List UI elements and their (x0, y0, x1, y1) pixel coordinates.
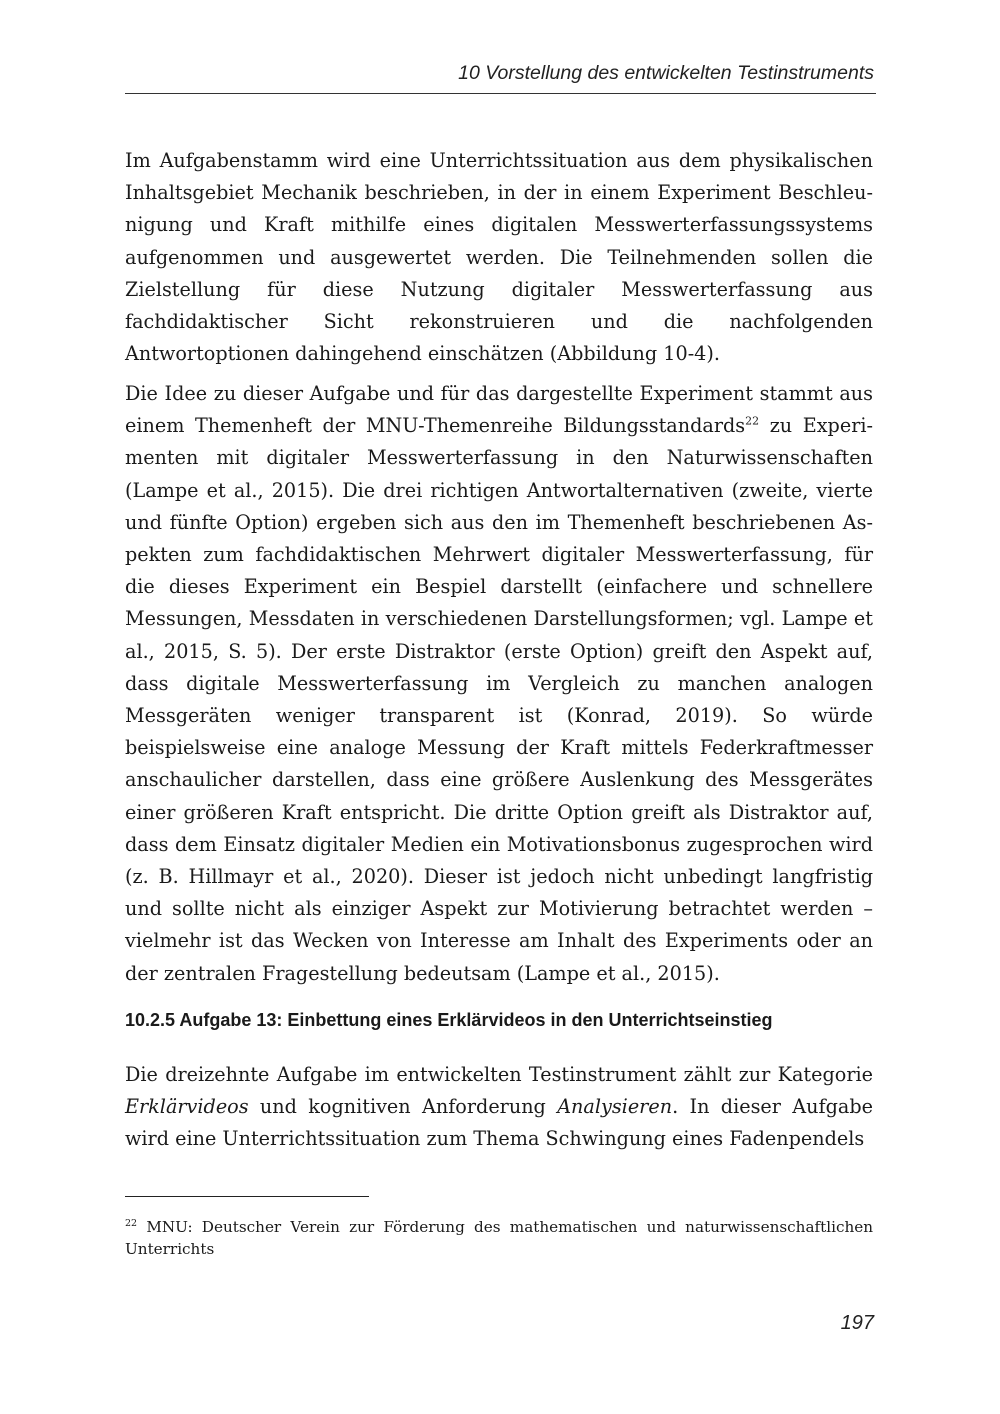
footnote-divider (125, 1196, 369, 1197)
footnote (125, 1216, 873, 1260)
paragraph-2 (125, 378, 873, 990)
running-header (125, 58, 876, 94)
paragraph-1: Im Aufgabenstamm wird eine Unterrichtssituation aus dem physikalischen Inhaltsgebiet Mechanik beschrieben, in der in einem Experiment Beschleunigung und Kraft mithilfe eines digitalen Messwerterfassungssystems aufgenommen und ausgewertet werden. Die Teilnehmenden sollen die Zielstellung für diese Nutzung digitaler Messwerterfassung aus fachdidaktischer Sicht rekonstruieren und die nachfolgenden Antwortoptionen dahingehend einschätzen (Abbildung 10-4). (125, 149, 873, 366)
paragraph-2-part-1: Die Idee zu dieser Aufgabe und für das dargestellte Experiment stammt aus einem Themenheft der MNU-Themenreihe Bildungsstandards (125, 382, 873, 438)
paragraph-2-part-2: zu Experimenten mit digitaler Messwerterfassung in den Naturwissenschaften (Lampe et al., 2015). Die drei richtigen Antwortalternativen (zweite, vierte und fünfte Option) ergeben sich aus den im Themenheft beschriebenen Aspekten zum fachdidaktischen Mehrwert digitaler Messwerterfassung, für die dieses Experiment ein Bespiel darstellt (einfachere und schnellere Messungen, Messdaten in verschiedenen Darstellungsformen; vgl. Lampe et al., 2015, S. 5). Der erste Distraktor (erste Option) greift den Aspekt auf, dass digitale Messwerterfassung im Vergleich zu manchen analogen Messgeräten weniger transparent ist (Konrad, 2019). So würde beispielsweise eine analoge Messung der Kraft mittels Federkraftmesser anschaulicher darstellen, dass eine größere Auslenkung des Messgerätes einer größeren Kraft entspricht. Die dritte Option greift als Distraktor auf, dass dem Einsatz digitaler Medien ein Motivationsbonus zugesprochen wird (z. B. Hillmayr et al., 2020). Dieser ist jedoch nicht unbedingt langfristig und sollte nicht als einziger Aspekt zur Motivierung betrachtet werden – vielmehr ist das Wecken von Interesse am Inhalt des Experiments oder an der zentralen Fragestellung bedeutsam (Lampe et al., 2015). (125, 414, 873, 985)
footnote-reference: 22 (745, 414, 760, 428)
paragraph-3-part-1: Die dreizehnte Aufgabe im entwickelten Testinstrument zählt zur Kategorie (125, 1063, 873, 1086)
footnote-number: 22 (125, 1217, 138, 1229)
paragraph-3 (125, 1059, 873, 1156)
paragraph-3-part-3: . In dieser Aufgabe wird eine Unterrichtssituation zum Thema Schwingung eines Fadenpendels (125, 1095, 873, 1151)
page-number: 197 (840, 1312, 874, 1334)
section-heading: 10.2.5 Aufgabe 13: Einbettung eines Erklärvideos in den Unterrichtseinstieg (125, 1010, 773, 1030)
paragraph-3-part-2: und kognitiven Anforderung (248, 1095, 558, 1119)
footnote-text: MNU: Deutscher Verein zur Förderung des mathematischen und naturwissenschaftlichen Unterrichts (125, 1218, 873, 1258)
paragraph-3-emphasis-1: Erklärvideos (125, 1095, 249, 1119)
paragraph-3-emphasis-2: Analysieren (557, 1095, 673, 1119)
running-header-title: 10 Vorstellung des entwickelten Testinstruments (458, 62, 874, 84)
